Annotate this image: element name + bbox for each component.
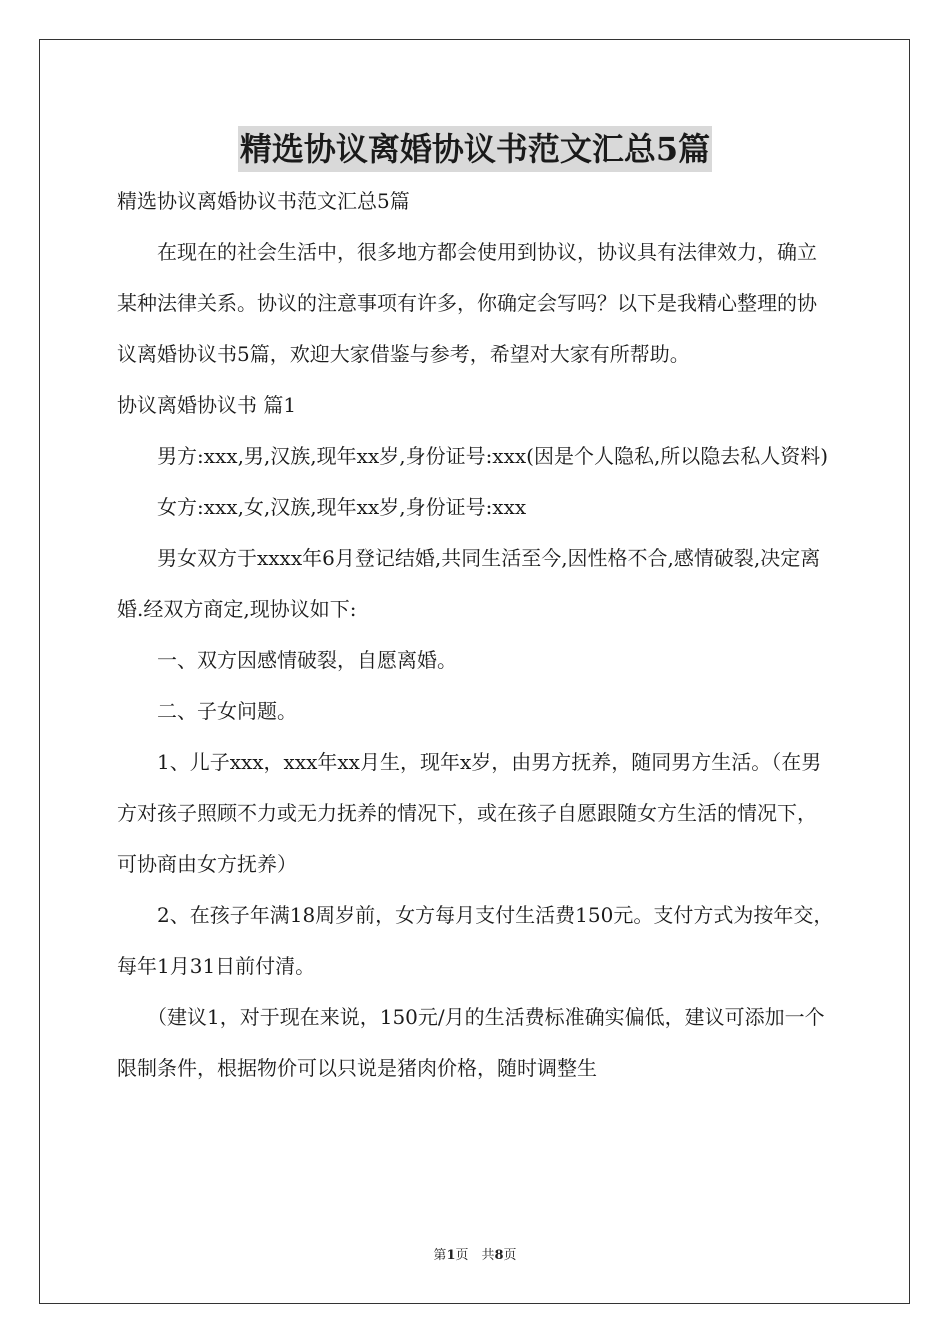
- footer-prefix: 第: [433, 1248, 447, 1263]
- footer-suffix: 页: [503, 1248, 517, 1263]
- paragraph-suggestion: （建议1，对于现在来说，150元/月的生活费标准确实偏低，建议可添加一个限制条件，根据物价可以只说是猪肉价格，随时调整生: [117, 1005, 825, 1080]
- paragraph-marriage: 男女双方于xxxx年6月登记结婚,共同生活至今,因性格不合,感情破裂,决定离婚.经双方商定,现协议如下:: [117, 546, 821, 621]
- document-title: 精选协议离婚协议书范文汇总5篇: [238, 126, 712, 172]
- clause-two: 二、子女问题。: [157, 699, 297, 723]
- clause-one: 一、双方因感情破裂，自愿离婚。: [157, 648, 457, 672]
- paragraph-female-party: 女方:xxx,女,汉族,现年xx岁,身份证号:xxx: [157, 495, 527, 519]
- clause-two-item-two: 2、在孩子年满18周岁前，女方每月支付生活费150元。支付方式为按年交，每年1月31日前付清。: [117, 903, 834, 978]
- document-body: [117, 176, 835, 1094]
- paragraph-intro: 在现在的社会生活中，很多地方都会使用到协议，协议具有法律效力，确立某种法律关系。协议的注意事项有许多，你确定会写吗？以下是我精心整理的协议离婚协议书5篇，欢迎大家借鉴与参考，希望对大家有所帮助。: [117, 240, 817, 366]
- clause-two-item-one: 1、儿子xxx，xxx年xx月生，现年x岁，由男方抚养，随同男方生活。（在男方对孩子照顾不力或无力抚养的情况下，或在孩子自愿跟随女方生活的情况下，可协商由女方抚养）: [117, 750, 822, 876]
- page-footer: [0, 1246, 950, 1266]
- title-container: [0, 126, 950, 172]
- footer-total-pages: 8: [494, 1248, 504, 1263]
- paragraph-male-party: 男方:xxx,男,汉族,现年xx岁,身份证号:xxx(因是个人隐私,所以隐去私人资料): [157, 444, 829, 468]
- footer-page-number: 1: [446, 1248, 456, 1263]
- paragraph-subtitle: 精选协议离婚协议书范文汇总5篇: [117, 189, 410, 213]
- section-heading: 协议离婚协议书 篇1: [117, 393, 297, 417]
- footer-middle: 页 共: [455, 1248, 495, 1263]
